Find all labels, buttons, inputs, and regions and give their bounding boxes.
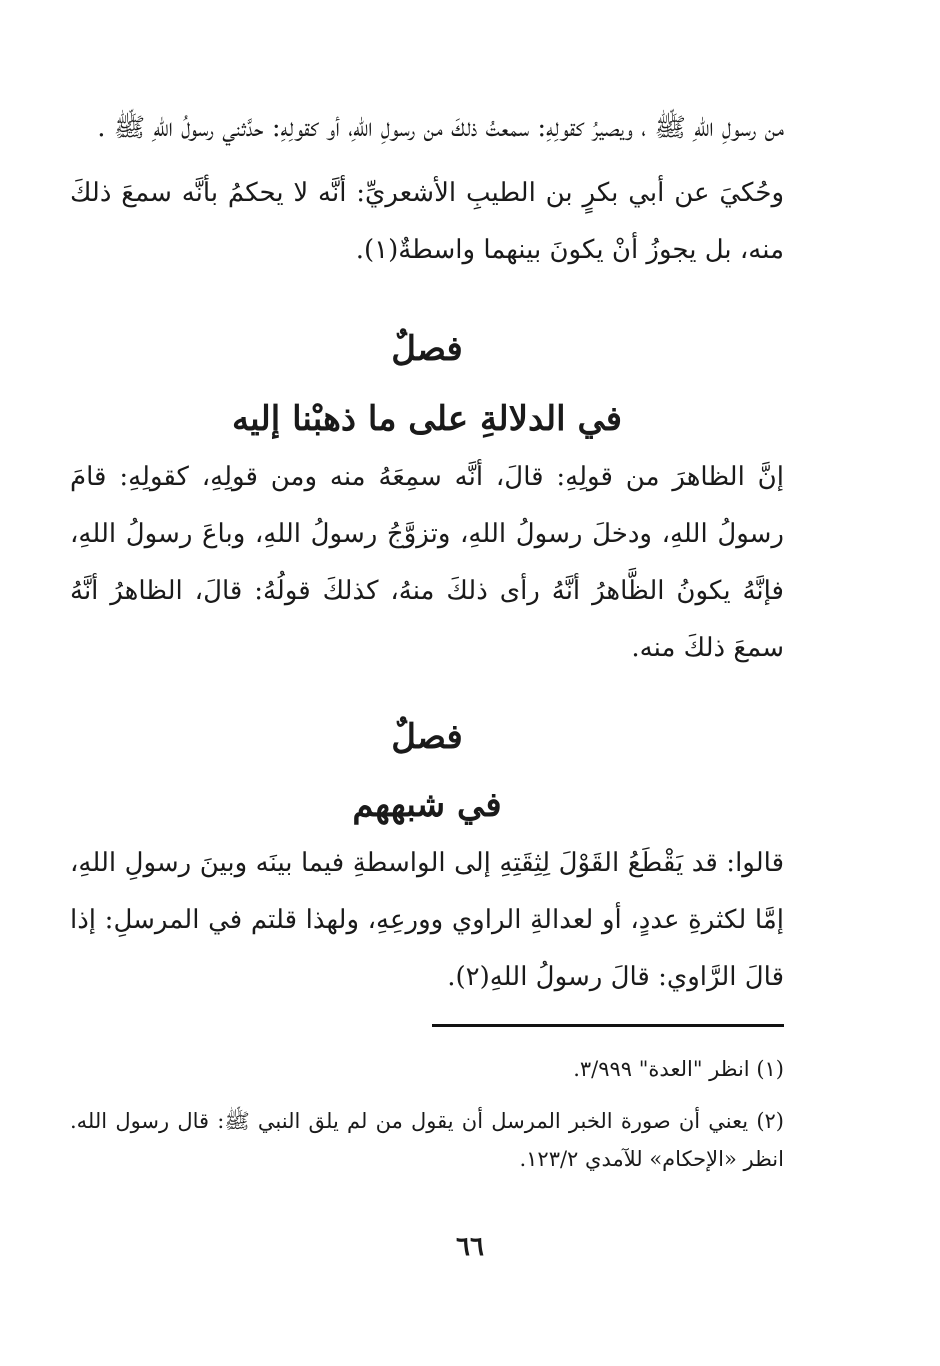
section-2-subtitle: في شبههم (352, 785, 502, 825)
section-1-subtitle: في الدلالةِ على ما ذهبْنا إليه (231, 399, 623, 439)
section-2-title: فصلٌ (391, 717, 463, 757)
section-1-title: فصلٌ (391, 329, 463, 369)
main-text (70, 100, 784, 1006)
page-number: ٦٦ (456, 1232, 484, 1262)
footnote-2: (٢) يعني أن صورة الخبر المرسل أن يقول من لم يلق النبي ﷺ: قال رسول الله. انظر «الإحكام» للآمدي ١٢٣/٢. (70, 1109, 784, 1171)
footnote-1: (١) انظر "العدة" ٣/٩٩٩. (573, 1057, 784, 1081)
paragraph-1: من رسولِ اللهِ ﷺ ، ويصيرُ كقولِهِ: سمعتُ ذلكَ من رسولِ اللهِ، أو كقولِهِ: حدَّثني رسولُ اللهِ ﷺ . (97, 113, 784, 143)
paragraph-3: إنَّ الظاهرَ من قولِهِ: قالَ، أنَّه سمِعَهُ منه ومن قولِهِ، كقولِهِ: قامَ رسولُ اللهِ، ودخلَ رسولُ اللهِ، وتزوَّجُ رسولُ اللهِ، وباعَ رسولُ اللهِ، فإنَّهُ يكونُ الظَّاهرُ أنَّهُ رأى ذلكَ منهُ، كذلكَ قولُهُ: قالَ، الظاهرُ أنَّهُ سمعَ ذلكَ منه. (70, 462, 784, 663)
footnote-separator (432, 1024, 784, 1027)
paragraph-4: قالوا: قد يَقْطَعُ القَوْلَ لِثِقَتِهِ إلى الواسطةِ فيما بينَه وبينَ رسولِ اللهِ، إمَّا لكثرةِ عددٍ، أو لعدالةِ الراوي وورعِهِ، ولهذا قلتم في المرسلِ: إذا قالَ الرَّاوي: قالَ رسولُ اللهِ(٢). (70, 848, 784, 992)
paragraph-2: وحُكيَ عن أبي بكرٍ بن الطيبِ الأشعريِّ: أنَّه لا يحكمُ بأنَّه سمعَ ذلكَ منه، بل يجوزُ أنْ يكونَ بينهما واسطةٌ(١). (70, 178, 784, 265)
